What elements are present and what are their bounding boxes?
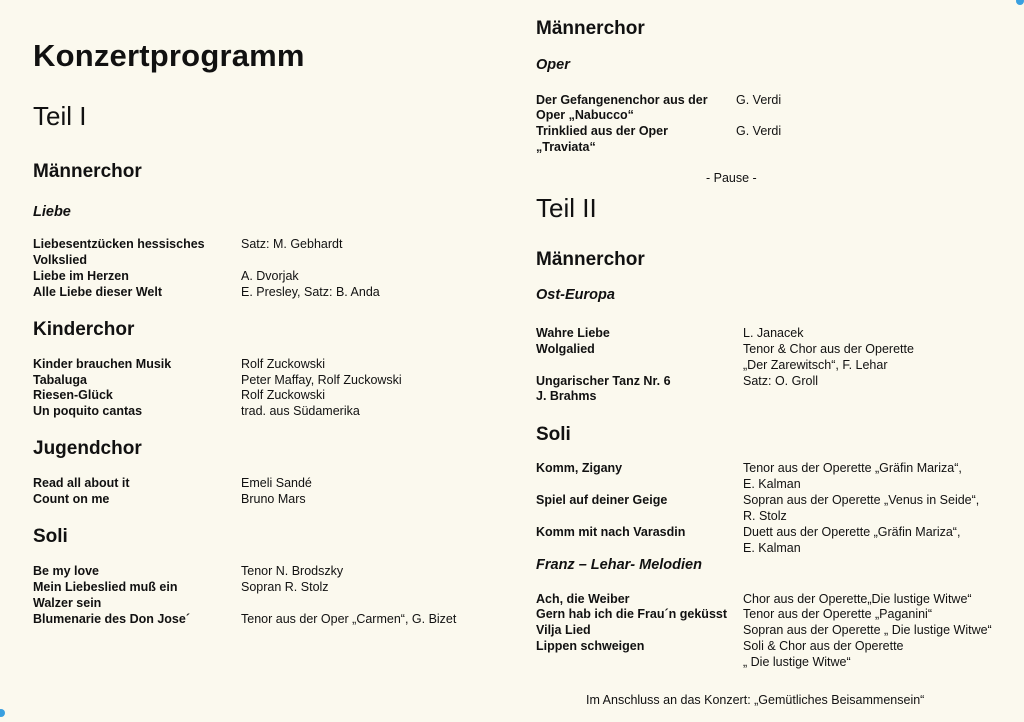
- work-credit: G. Verdi: [736, 124, 782, 138]
- work-credit: Tenor N. Brodszky: [241, 564, 344, 578]
- work-title: Walzer sein: [33, 596, 102, 610]
- work-title: Count on me: [33, 492, 110, 506]
- work-credit: Sopran aus der Operette „ Die lustige Witwe“: [743, 623, 992, 637]
- work-title: Komm mit nach Varasdin: [536, 525, 686, 539]
- work-title: „Traviata“: [536, 140, 596, 154]
- work-credit: Peter Maffay, Rolf Zuckowski: [241, 373, 402, 387]
- work-title: Oper „Nabucco“: [536, 108, 634, 122]
- section-heading-jugendchor: Jugendchor: [33, 438, 142, 459]
- work-title: Trinklied aus der Oper: [536, 124, 668, 138]
- work-credit: „Der Zarewitsch“, F. Lehar: [743, 358, 888, 372]
- work-credit: trad. aus Südamerika: [241, 404, 360, 418]
- work-credit: Satz: O. Groll: [743, 374, 819, 388]
- part-two-heading: Teil II: [536, 193, 597, 223]
- pause-label: - Pause -: [706, 171, 757, 185]
- section-heading-maennerchor-2: Männerchor: [536, 249, 645, 270]
- work-title: Der Gefangenenchor aus der: [536, 93, 708, 107]
- work-title: Riesen-Glück: [33, 388, 113, 402]
- program-title: Konzertprogramm: [33, 38, 305, 73]
- part-one-heading: Teil I: [33, 101, 87, 131]
- work-credit: Sopran aus der Operette „Venus in Seide“,: [743, 493, 980, 507]
- footer-note: Im Anschluss an das Konzert: „Gemütliches Beisammensein“: [586, 693, 925, 707]
- work-title: Gern hab ich die Frau´n geküsst: [536, 607, 728, 621]
- section-heading-maennerchor-oper: Männerchor: [536, 18, 645, 39]
- work-title: Alle Liebe dieser Welt: [33, 285, 162, 299]
- work-title: Un poquito cantas: [33, 404, 143, 418]
- work-title: Liebe im Herzen: [33, 269, 129, 283]
- scan-edge-mark: [1016, 0, 1024, 5]
- work-credit: Tenor & Chor aus der Operette: [743, 342, 914, 356]
- work-credit: A. Dvorjak: [241, 269, 299, 283]
- theme-liebe: Liebe: [33, 204, 71, 220]
- work-title: Lippen schweigen: [536, 639, 645, 653]
- section-heading-soli: Soli: [33, 526, 68, 547]
- work-credit: Tenor aus der Operette „Gräfin Mariza“,: [743, 461, 962, 475]
- work-title: Wahre Liebe: [536, 326, 610, 340]
- work-credit: L. Janacek: [743, 326, 804, 340]
- work-title: Mein Liebeslied muß ein: [33, 580, 178, 594]
- work-credit: Duett aus der Operette „Gräfin Mariza“,: [743, 525, 961, 539]
- work-title: Liebesentzücken hessisches: [33, 237, 205, 251]
- work-credit: E. Kalman: [743, 477, 801, 491]
- work-title: Blumenarie des Don Jose´: [33, 612, 190, 626]
- work-title: Tabaluga: [33, 373, 87, 387]
- section-heading-maennerchor: Männerchor: [33, 161, 142, 182]
- work-credit: „ Die lustige Witwe“: [743, 655, 851, 669]
- work-credit: Rolf Zuckowski: [241, 388, 326, 402]
- section-heading-soli-2: Soli: [536, 424, 571, 445]
- work-title: Ach, die Weiber: [536, 592, 630, 606]
- work-credit: Satz: M. Gebhardt: [241, 237, 343, 251]
- work-credit: Sopran R. Stolz: [241, 580, 329, 594]
- scan-edge-mark: [0, 709, 5, 717]
- work-credit: G. Verdi: [736, 93, 782, 107]
- work-title: Kinder brauchen Musik: [33, 357, 172, 371]
- work-title: Wolgalied: [536, 342, 595, 356]
- work-title: Komm, Zigany: [536, 461, 623, 475]
- work-credit: E. Presley, Satz: B. Anda: [241, 285, 380, 299]
- work-credit: Rolf Zuckowski: [241, 357, 326, 371]
- work-title: Volkslied: [33, 253, 87, 267]
- theme-oper: Oper: [536, 57, 570, 73]
- work-title: Be my love: [33, 564, 100, 578]
- work-credit: R. Stolz: [743, 509, 787, 523]
- theme-lehar-melodien: Franz – Lehar- Melodien: [536, 557, 702, 573]
- section-heading-kinderchor: Kinderchor: [33, 319, 135, 340]
- work-credit: Soli & Chor aus der Operette: [743, 639, 904, 653]
- work-title: Read all about it: [33, 476, 130, 490]
- work-title: Spiel auf deiner Geige: [536, 493, 668, 507]
- work-credit: E. Kalman: [743, 541, 801, 555]
- work-credit: Chor aus der Operette„Die lustige Witwe“: [743, 592, 972, 606]
- work-title: J. Brahms: [536, 389, 597, 403]
- theme-ost-europa: Ost-Europa: [536, 287, 615, 303]
- work-title: Ungarischer Tanz Nr. 6: [536, 374, 671, 388]
- work-credit: Tenor aus der Operette „Paganini“: [743, 607, 932, 621]
- work-credit: Tenor aus der Oper „Carmen“, G. Bizet: [241, 612, 457, 626]
- work-credit: Bruno Mars: [241, 492, 306, 506]
- work-credit: Emeli Sandé: [241, 476, 312, 490]
- work-title: Vilja Lied: [536, 623, 591, 637]
